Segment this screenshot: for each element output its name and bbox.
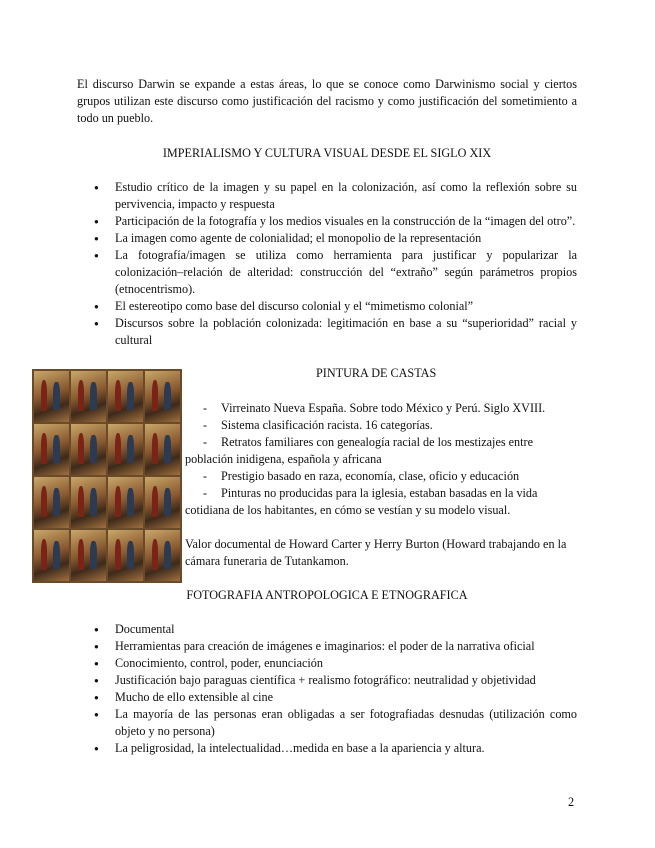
list-imperialismo bbox=[77, 179, 577, 349]
castas-list: - Virreinato Nueva España. Sobre todo México y Perú. Siglo XVIII. - Sistema clasificación racista. 16 categorías. - Retratos familiares con genealogía racial de los mestizajes entre población inidigena, española y africana - Prestigio basado en raza, economía, clase, oficio y educación - Pinturas no producidas para la iglesia, estaban basadas en la vida cotidiana de los habitantes, en cómo se vestían y su modelo visual. bbox=[185, 400, 577, 519]
section-heading-castas: PINTURA DE CASTAS bbox=[316, 366, 437, 380]
list-item: ● La imagen como agente de colonialidad; el monopolio de la representación bbox=[77, 230, 577, 247]
list-item: ● La peligrosidad, la intelectualidad…medida en base a la apariencia y altura. bbox=[77, 740, 577, 757]
list-item: ● Discursos sobre la población colonizada: legitimación en base a su “superioridad” racial y cultural bbox=[77, 315, 577, 349]
section-heading-imperialismo: IMPERIALISMO Y CULTURA VISUAL DESDE EL SIGLO XIX bbox=[162, 146, 492, 160]
list-item: ● La mayoría de las personas eran obligadas a ser fotografiadas desnudas (utilización como objeto y no persona) bbox=[77, 706, 577, 740]
section-heading-fotografia: FOTOGRAFIA ANTROPOLOGICA E ETNOGRAFICA bbox=[186, 588, 468, 602]
castas-item: Sistema clasificación racista. 16 categorías. bbox=[221, 418, 433, 432]
page-number: 2 bbox=[568, 795, 575, 809]
castas-item: población inidigena, española y africana bbox=[185, 452, 382, 466]
list-item: ● Conocimiento, control, poder, enunciación bbox=[77, 655, 577, 672]
castas-item: cotidiana de los habitantes, en cómo se vestían y su modelo visual. bbox=[185, 503, 511, 517]
list-item: ● Herramientas para creación de imágenes e imaginarios: el poder de la narrativa oficial bbox=[77, 638, 577, 655]
intro-paragraph: El discurso Darwin se expande a estas áreas, lo que se conoce como Darwinismo social y ciertos grupos utilizan este discurso como justificación del racismo y como justificación del sometimiento a todo un pueblo. bbox=[77, 77, 577, 125]
list-item: ● Documental bbox=[77, 621, 577, 638]
list-item: ● Justificación bajo paraguas científica + realismo fotográfico: neutralidad y objetividad bbox=[77, 672, 577, 689]
castas-item: Pinturas no producidas para la iglesia, estaban basadas en la vida bbox=[221, 486, 538, 500]
list-item: ● La fotografía/imagen se utiliza como herramienta para justificar y popularizar la colonización–relación de alteridad: construcción del “extraño” según parámetros propios (etnocentrismo). bbox=[77, 247, 577, 298]
carter-paragraph: Valor documental de Howard Carter y Herry Burton (Howard trabajando en la cámara funeraria de Tutankamon. bbox=[185, 537, 567, 568]
list-item: ● Mucho de ello extensible al cine bbox=[77, 689, 577, 706]
list-fotografia bbox=[77, 621, 577, 757]
castas-item: Retratos familiares con genealogía racial de los mestizajes entre bbox=[221, 435, 534, 449]
list-item: ● El estereotipo como base del discurso colonial y el “mimetismo colonial” bbox=[77, 298, 577, 315]
castas-painting-image bbox=[32, 369, 182, 583]
list-item: ● Estudio crítico de la imagen y su papel en la colonización, así como la reflexión sobre su pervivencia, impacto y respuesta bbox=[77, 179, 577, 213]
castas-item: Prestigio basado en raza, economía, clase, oficio y educación bbox=[221, 469, 520, 483]
castas-item: Virreinato Nueva España. Sobre todo México y Perú. Siglo XVIII. bbox=[221, 401, 546, 415]
list-item: ● Participación de la fotografía y los medios visuales en la construcción de la “imagen del otro”. bbox=[77, 213, 577, 230]
